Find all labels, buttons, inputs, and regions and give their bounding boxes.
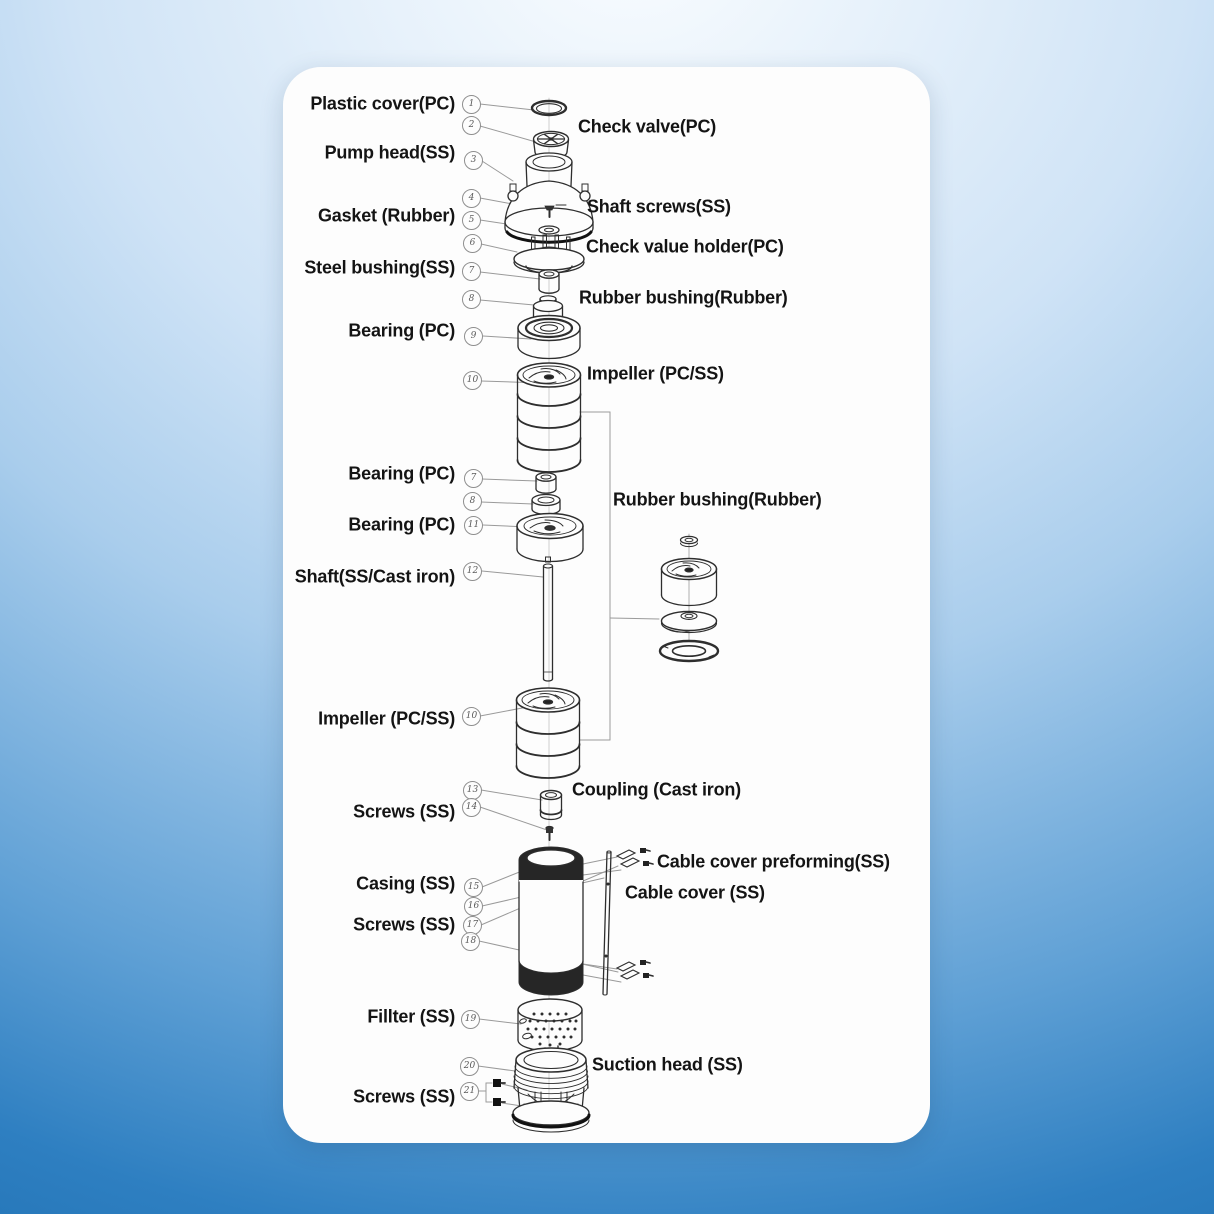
- callout-16: 16: [464, 897, 483, 916]
- part-impeller-stack-lower: [517, 688, 580, 778]
- callout-1: 1: [462, 95, 481, 114]
- part-shaft: [544, 557, 553, 681]
- part-screw-coupling: [546, 827, 553, 841]
- callout-14: 14: [462, 798, 481, 817]
- callout-17: 17: [463, 916, 482, 935]
- callout-12: 12: [463, 562, 482, 581]
- label-rubber-bushing-1: Rubber bushing(Rubber): [579, 287, 788, 308]
- label-plastic-cover: Plastic cover(PC): [310, 93, 455, 114]
- callout-7b: 7: [464, 469, 483, 488]
- callout-18: 18: [461, 932, 480, 951]
- label-screws-coupling: Screws (SS): [353, 801, 455, 822]
- callout-15: 15: [464, 878, 483, 897]
- callout-20: 20: [460, 1057, 479, 1076]
- label-bearing-3: Bearing (PC): [348, 514, 455, 535]
- label-pump-head: Pump head(SS): [324, 142, 455, 163]
- label-rubber-bushing-2: Rubber bushing(Rubber): [613, 489, 822, 510]
- part-filter: [518, 999, 582, 1051]
- detail-rubber-bushing-assembly: [660, 534, 718, 661]
- callout-8: 8: [462, 290, 481, 309]
- part-cable-clamp-bottom: [617, 960, 653, 979]
- label-filter: Fillter (SS): [367, 1006, 455, 1027]
- callout-8b: 8: [463, 492, 482, 511]
- label-screws-casing: Screws (SS): [353, 914, 455, 935]
- callout-10b: 10: [462, 707, 481, 726]
- part-gasket: [539, 226, 559, 234]
- part-bearing-small: [536, 473, 556, 493]
- label-shaft-screws: Shaft screws(SS): [587, 196, 731, 217]
- label-check-value-holder: Check value holder(PC): [586, 236, 784, 257]
- callout-11: 11: [464, 516, 483, 535]
- label-gasket: Gasket (Rubber): [317, 205, 455, 226]
- callout-21: 21: [460, 1082, 479, 1101]
- part-rubber-bushing-small: [532, 495, 560, 515]
- label-shaft: Shaft(SS/Cast iron): [294, 566, 455, 587]
- label-coupling: Coupling (Cast iron): [572, 779, 741, 800]
- label-impeller-right: Impeller (PC/SS): [587, 363, 724, 384]
- label-steel-bushing: Steel bushing(SS): [304, 257, 455, 278]
- part-casing: [519, 847, 583, 995]
- label-bearing-2: Bearing (PC): [348, 463, 455, 484]
- label-check-valve: Check valve(PC): [578, 116, 717, 137]
- label-cable-cover: Cable cover (SS): [625, 882, 765, 903]
- part-cable-clamp-top: [617, 848, 653, 867]
- part-bearing-drum: [517, 514, 583, 562]
- callout-2: 2: [462, 116, 481, 135]
- label-suction-head: Suction head (SS): [592, 1054, 743, 1075]
- label-cable-cover-preforming: Cable cover preforming(SS): [657, 851, 890, 872]
- callout-4: 4: [462, 189, 481, 208]
- callout-13: 13: [463, 781, 482, 800]
- callout-19: 19: [461, 1010, 480, 1029]
- part-screws-suction: [493, 1079, 505, 1106]
- callout-5: 5: [462, 211, 481, 230]
- part-coupling: [541, 791, 562, 820]
- label-impeller-left: Impeller (PC/SS): [318, 708, 455, 729]
- callout-7: 7: [462, 262, 481, 281]
- callout-3: 3: [464, 151, 483, 170]
- label-bearing-1: Bearing (PC): [348, 320, 455, 341]
- label-casing: Casing (SS): [356, 873, 455, 894]
- callout-9: 9: [464, 327, 483, 346]
- callout-10: 10: [463, 371, 482, 390]
- label-screws-suction: Screws (SS): [353, 1086, 455, 1107]
- callout-6: 6: [463, 234, 482, 253]
